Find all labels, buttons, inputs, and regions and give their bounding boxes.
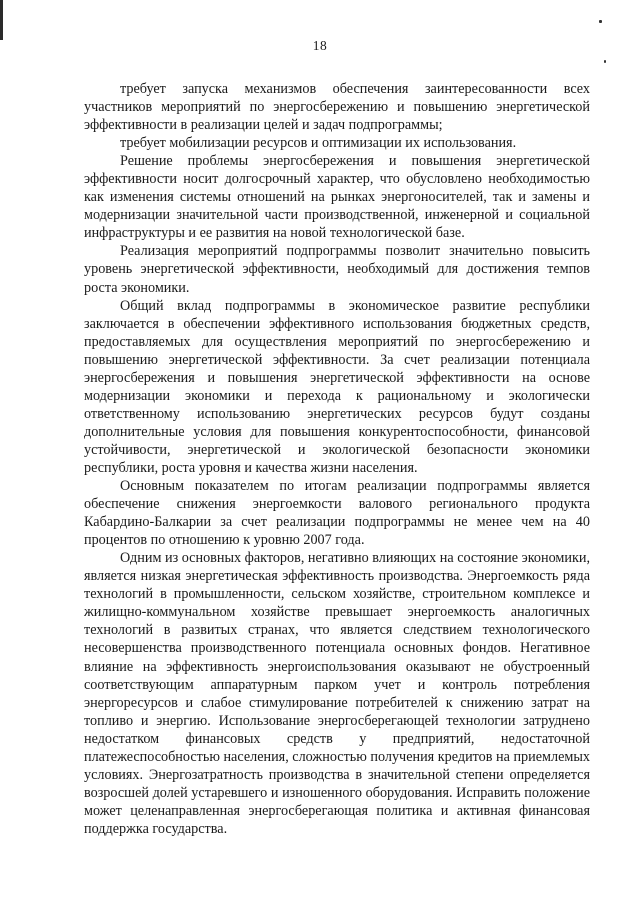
scan-speck xyxy=(599,20,602,23)
paragraph: Одним из основных факторов, негативно влияющих на состояние экономики, является низкая энергетическая эффективность производства. Энергоемкость ряда технологий в промышленности, сельском хозяйстве, строительном комплексе и жилищно-коммунальном хозяйстве превышает энергоемкость аналогичных технологий в развитых странах, что является следствием технологического несовершенства производственного потенциала основных фондов. Негативное влияние на эффективность энергоиспользования оказывают не обустроенный соответствующим аппаратурным парком учет и контроль потребления энергоресурсов и слабое стимулирование потребителей к снижению затрат на топливо и энергию. Использование энергосберегающей технологии затруднено недостатком финансовых средств у предприятий, недостаточной платежеспособностью населения, сложностью получения кредитов на приемлемых условиях. Энергозатратность производства в значительной степени определяется возросшей долей устаревшего и изношенного оборудования. Исправить положение может целенаправленная энергосберегающая политика и активная финансовая поддержка государства. xyxy=(84,550,590,837)
paragraph: Реализация мероприятий подпрограммы позволит значительно повысить уровень энергетической эффективности, необходимый для достижения темпов роста экономики. xyxy=(84,243,590,296)
paragraph: Решение проблемы энергосбережения и повышения энергетической эффективности носит долгосрочный характер, что обусловлено необходимостью как изменения системы отношений на рынках энергоносителей, так и замены и модернизации значительной части производственной, инженерной и социальной инфраструктуры и ее развития на новой технологической базе. xyxy=(84,153,590,242)
paragraph: требует запуска механизмов обеспечения заинтересованности всех участников мероприятий по энергосбережению и повышению энергетической эффективности в реализации целей и задач подпрограммы; xyxy=(84,81,590,134)
paragraph: Основным показателем по итогам реализации подпрограммы является обеспечение снижения энергоемкости валового регионального продукта Кабардино-Балкарии за счет реализации подпрограммы не менее чем на 40 процентов по отношению к уровню 2007 года. xyxy=(84,478,590,549)
paragraph: требует мобилизации ресурсов и оптимизации их использования. xyxy=(120,135,517,152)
page-number: 18 xyxy=(312,38,328,53)
paragraph: Общий вклад подпрограммы в экономическое развитие республики заключается в обеспечении эффективного использования бюджетных средств, предоставляемых для осуществления мероприятий по энергосбережению и повышению энергетической эффективности. За счет реализации потенциала энергосбережения и повышения энергетической эффективности на основе модернизации экономики и перехода к рациональному и экологически ответственному использованию энергетических ресурсов будут созданы дополнительные условия для повышения конкурентоспособности, финансовой устойчивости, энергетической и экологической безопасности экономики республики, роста уровня и качества жизни населения. xyxy=(84,297,590,476)
scan-speck xyxy=(604,60,606,63)
scan-edge-mark xyxy=(0,0,3,40)
document-body xyxy=(84,80,590,838)
